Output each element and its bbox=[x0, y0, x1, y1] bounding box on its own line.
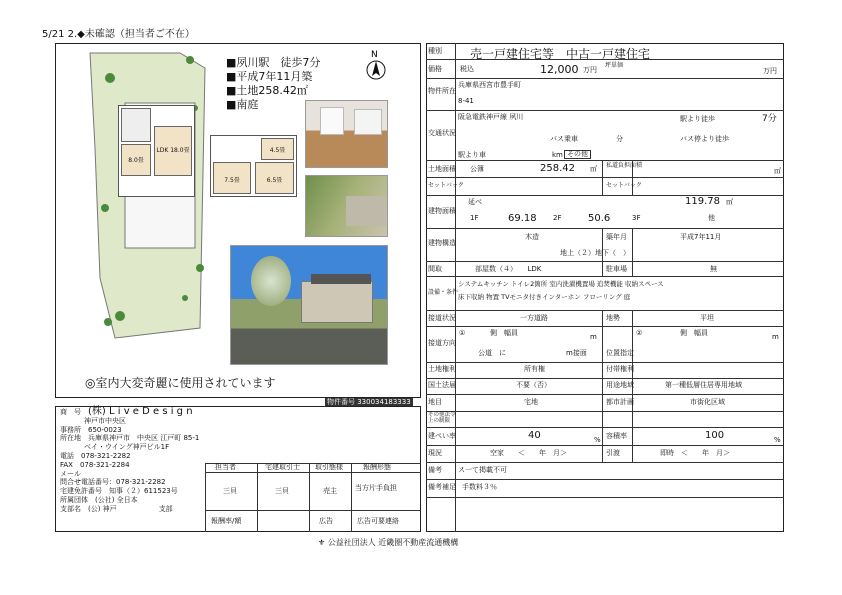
property-number: 物件番号 330034183333 bbox=[327, 398, 411, 406]
ad-permission: 広告可要連絡 bbox=[357, 517, 399, 525]
caption: ◎室内大変奇麗に使用されています bbox=[85, 376, 276, 390]
private-road-label: 私道負担面積 bbox=[606, 162, 643, 169]
land-category: 宅地 bbox=[524, 398, 538, 406]
road-1: 側 幅員 bbox=[490, 329, 518, 337]
walk-minutes: 7分 bbox=[762, 114, 777, 124]
ancillary-label: 付帯権利 bbox=[606, 365, 634, 373]
city-plan-label: 都市計画 bbox=[606, 398, 634, 406]
line-station: 阪急電鉄神戸線 夙川 bbox=[458, 113, 524, 121]
far-label: 容積率 bbox=[606, 432, 627, 440]
total-label: 延べ bbox=[468, 198, 482, 206]
handover-label: 引渡 bbox=[606, 449, 620, 457]
road-1-unit: m bbox=[590, 333, 597, 341]
bus-unit: 分 bbox=[616, 135, 623, 143]
floor-plan-1f bbox=[118, 105, 195, 197]
current-status: 空家 ＜ 年 月＞ bbox=[490, 449, 567, 457]
role-agent: 三貝 bbox=[223, 487, 237, 495]
room-7-5: 7.5畳 bbox=[213, 162, 251, 194]
floor-2-area: 50.6 bbox=[588, 213, 611, 224]
footer-org bbox=[318, 537, 458, 548]
road-2-label: ② bbox=[636, 329, 643, 337]
road-status: 一方道路 bbox=[520, 314, 548, 322]
other-limits-label: その他法令上の制限 bbox=[428, 412, 456, 424]
national: 不要（否） bbox=[516, 381, 551, 389]
highlight-built: ■平成7年11月築 bbox=[226, 70, 313, 83]
tsubo-unit: 万円 bbox=[763, 67, 777, 75]
floor-1-label: 1F bbox=[470, 214, 479, 222]
walk-label: 駅より徒歩 bbox=[680, 115, 715, 123]
company-name: (株) L i v e D e s i g n bbox=[88, 406, 193, 417]
remarks-2-label: 備考補足 bbox=[428, 483, 456, 491]
zoning-label: 用途地域 bbox=[606, 381, 634, 389]
road-1-label: ① bbox=[459, 329, 466, 337]
bus-label: バス乗車 bbox=[550, 135, 578, 143]
land-area-unit: ㎡ bbox=[590, 165, 597, 173]
equipment-line-1: システムキッチン トイレ2箇所 室内洗濯機置場 追焚機能 収納スペース bbox=[458, 280, 664, 288]
location-city: 兵庫県西宮市豊手町 bbox=[458, 81, 521, 89]
land-right: 所有権 bbox=[524, 365, 545, 373]
highlight-garden: ■南庭 bbox=[226, 98, 259, 111]
private-road-unit: ㎡ bbox=[774, 167, 781, 175]
handover: 即時 ＜ 年 月＞ bbox=[660, 449, 730, 457]
total-area: 119.78 bbox=[685, 196, 720, 207]
role-header-type: 取引態様 bbox=[315, 463, 343, 471]
company-info: 商 号 (株) L i v e D e s i g n 神戸市中央区 事務所 650-0023 所在地 兵庫県神戸市 中央区 江戸町 85-1 ベイ・ウイング神戸ビル1F 電話 078-321-2282 FAX 078-321-2284 メール 問合せ電話番号：078-321-2282 宅建免許番号 知事（２）611523号 所属団体 (公社) 全日本 支部名 (公) 神戸 支部 bbox=[60, 406, 200, 513]
floor-plan-2f bbox=[210, 135, 297, 197]
garden-photo bbox=[305, 175, 388, 237]
role-type: 売主 bbox=[323, 487, 337, 495]
fee-rate-label: 報酬率/額 bbox=[211, 517, 242, 525]
highlight-land: ■土地258.42㎡ bbox=[226, 84, 308, 97]
bus-stop-label: バス停より徒歩 bbox=[680, 135, 729, 143]
price-label: 価格 bbox=[428, 65, 442, 73]
far-unit: % bbox=[774, 436, 781, 444]
structure-label: 建物構造 bbox=[428, 239, 456, 247]
equipment-label: 設備・条件 bbox=[428, 289, 459, 296]
setback-label: セットバック bbox=[428, 182, 464, 189]
remarks-label: 備考 bbox=[428, 466, 442, 474]
road-status-label: 接道状況 bbox=[428, 314, 456, 322]
remarks-2: 手数料３％ bbox=[462, 483, 497, 491]
bcr-label: 建ぺい率 bbox=[428, 432, 456, 440]
location-block: 8-41 bbox=[458, 97, 474, 105]
price-value: 12,000 bbox=[540, 63, 579, 76]
floor-count: 地上（２）地下（ ） bbox=[560, 249, 630, 257]
floor-2-label: 2F bbox=[553, 214, 562, 222]
company-building: ベイ・ウイング神戸ビル1F bbox=[84, 443, 170, 452]
status-header: 5/21 2.◆未確認（担当者ご不在） bbox=[42, 29, 195, 40]
company-zip: 650-0023 bbox=[88, 425, 122, 434]
room-ldk: LDK 18.0畳 bbox=[154, 126, 192, 176]
floor-1-area: 69.18 bbox=[508, 213, 537, 224]
terrain: 平坦 bbox=[700, 314, 714, 322]
total-area-unit: ㎡ bbox=[726, 198, 733, 206]
parking: 無 bbox=[710, 265, 717, 273]
exterior-photo bbox=[230, 245, 388, 365]
other-label: その他 bbox=[564, 150, 591, 159]
floor-other-label: 他 bbox=[708, 214, 715, 222]
sheet-title: 売一戸建住宅等 中古一戸建住宅 bbox=[470, 47, 651, 61]
company-phone[interactable]: 078-321-2282 bbox=[81, 451, 131, 460]
equipment-line-2: 床下収納 物置 TVモニタ付きインターホン フローリング 庭 bbox=[458, 293, 631, 301]
city-plan: 市街化区域 bbox=[690, 398, 725, 406]
company-area: 神戸市中央区 bbox=[84, 416, 126, 425]
land-area-label: 土地面積 bbox=[428, 165, 456, 173]
road-contact: m接面 bbox=[566, 349, 587, 357]
layout: 部屋数（４） LDK bbox=[475, 265, 542, 273]
branch: (公) 神戸 bbox=[88, 504, 117, 513]
svg-text:N: N bbox=[371, 50, 378, 60]
traffic-label: 交通状況 bbox=[428, 129, 456, 137]
land-area: 258.42 bbox=[540, 163, 575, 174]
association: (公社) 全日本 bbox=[95, 495, 138, 504]
org-logo-icon: ⚜ bbox=[318, 538, 326, 547]
role-table bbox=[205, 463, 421, 532]
km-unit: km bbox=[552, 151, 563, 159]
designation: 位置指定 bbox=[606, 349, 634, 357]
road-2-unit: m bbox=[772, 333, 779, 341]
compass-icon bbox=[364, 48, 388, 82]
land-right-label: 土地権利 bbox=[428, 365, 456, 373]
license-number: 知事（２）611523号 bbox=[109, 487, 178, 496]
room-8: 8.0畳 bbox=[121, 144, 151, 176]
remarks: ス一て掲載不可 bbox=[458, 466, 507, 474]
role-header-agent: 担当者 bbox=[215, 463, 236, 471]
terrain-label: 地勢 bbox=[606, 314, 620, 322]
company-fax: 078-321-2284 bbox=[79, 460, 130, 469]
building-area-label: 建物面積 bbox=[428, 207, 456, 215]
price-prefix: 税込 bbox=[460, 65, 474, 73]
role-header-fee: 報酬形態 bbox=[363, 463, 391, 471]
role-fee: 当方片手負担 bbox=[355, 484, 397, 492]
bcr-unit: % bbox=[594, 436, 601, 444]
setback-label-2: セットバック bbox=[606, 182, 642, 189]
room-6-5: 6.5畳 bbox=[255, 162, 294, 194]
built-date: 平成7年11月 bbox=[680, 233, 722, 241]
current-label: 現況 bbox=[428, 449, 442, 457]
built-label: 築年月 bbox=[606, 233, 627, 241]
role-broker: 三貝 bbox=[275, 487, 289, 495]
location-label: 物件所在 bbox=[428, 87, 456, 95]
role-header-broker: 宅建取引士 bbox=[265, 463, 300, 471]
road-public: 公道 に bbox=[478, 349, 506, 357]
tsubo-label: 坪単価 bbox=[605, 62, 624, 69]
far: 100 bbox=[705, 430, 725, 441]
national-label: 国土法届 bbox=[428, 381, 456, 389]
road-direction-label: 接道方向 bbox=[428, 339, 456, 347]
bcr: 40 bbox=[528, 430, 541, 441]
price-unit: 万円 bbox=[583, 66, 597, 74]
road-2: 側 幅員 bbox=[680, 329, 708, 337]
land-category-label: 地目 bbox=[428, 398, 442, 406]
interior-photo bbox=[305, 100, 388, 168]
wet-area bbox=[121, 108, 151, 142]
inquiry-phone[interactable]: 078-321-2282 bbox=[116, 478, 166, 487]
type-label: 種別 bbox=[428, 47, 442, 55]
company-label: 商 号 bbox=[60, 408, 81, 416]
ad-label: 広告 bbox=[319, 517, 333, 525]
layout-label: 間取 bbox=[428, 265, 442, 273]
room-4-5: 4.5畳 bbox=[261, 138, 294, 160]
parking-label: 駐車場 bbox=[606, 265, 627, 273]
land-kind: 公簿 bbox=[470, 165, 484, 173]
from-station: 駅より車 bbox=[458, 151, 486, 159]
company-address: 兵庫県神戸市 中央区 江戸町 85-1 bbox=[88, 434, 200, 443]
floor-3-label: 3F bbox=[632, 214, 641, 222]
highlight-station: ■夙川駅 徒歩7分 bbox=[226, 56, 321, 69]
structure: 木造 bbox=[525, 233, 539, 241]
footer-org-name: 公益社団法人 近畿圏不動産流通機構 bbox=[327, 538, 459, 547]
zoning: 第一種低層住居専用地域 bbox=[665, 381, 742, 389]
